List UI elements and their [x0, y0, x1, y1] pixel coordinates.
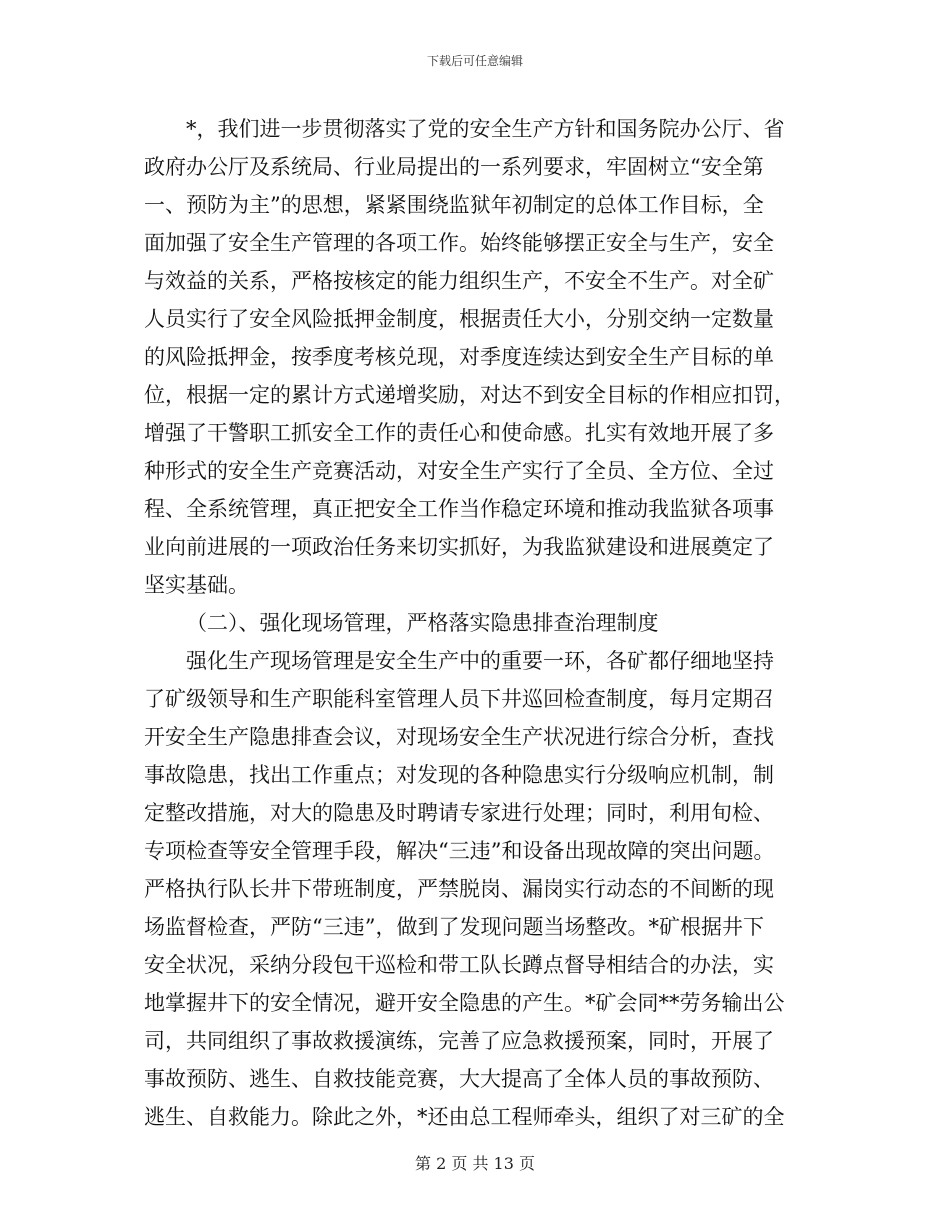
body-line: 业向前进展的一项政治任务来切实抓好，为我监狱建设和进展奠定了: [144, 535, 774, 559]
body-line: 场监督检查，严防“三违”，做到了发现问题当场整改。*矿根据井下: [144, 915, 764, 939]
body-line: 开安全生产隐患排查会议，对现场安全生产状况进行综合分析，查找: [144, 725, 774, 749]
body-line: 与效益的关系，严格按核定的能力组织生产，不安全不生产。对全矿: [144, 269, 774, 293]
body-line: 政府办公厅及系统局、行业局提出的一系列要求，牢固树立“安全第: [144, 155, 764, 179]
body-line: 一、预防为主”的思想，紧紧围绕监狱年初制定的总体工作目标，全: [144, 193, 764, 217]
body-line: 严格执行队长井下带班制度，严禁脱岗、漏岗实行动态的不间断的现: [144, 877, 774, 901]
body-line: *，我们进一步贯彻落实了党的安全生产方针和国务院办公厅、省: [144, 117, 785, 141]
body-line: 人员实行了安全风险抵押金制度，根据责任大小，分别交纳一定数量: [144, 307, 774, 331]
body-line: 增强了干警职工抓安全工作的责任心和使命感。扎实有效地开展了多: [144, 421, 774, 445]
body-line: 事故隐患，找出工作重点；对发现的各种隐患实行分级响应机制，制: [144, 763, 774, 787]
body-line: 司，共同组织了事故救援演练，完善了应急救援预案，同时，开展了: [144, 1029, 774, 1053]
body-line: 事故预防、逃生、自救技能竞赛，大大提高了全体人员的事故预防、: [144, 1067, 774, 1091]
body-line: 了矿级领导和生产职能科室管理人员下井巡回检查制度，每月定期召: [144, 687, 774, 711]
body-line: 安全状况，采纳分段包干巡检和带工队长蹲点督导相结合的办法，实: [144, 953, 774, 977]
body-line: 程、全系统管理，真正把安全工作当作稳定环境和推动我监狱各项事: [144, 497, 774, 521]
body-line: 坚实基础。: [144, 573, 249, 597]
body-line: 种形式的安全生产竞赛活动，对安全生产实行了全员、全方位、全过: [144, 459, 774, 483]
body-line: 定整改措施，对大的隐患及时聘请专家进行处理；同时，利用旬检、: [144, 801, 774, 825]
body-line: 专项检查等安全管理手段，解决“三违”和设备出现故障的突出问题。: [144, 839, 775, 863]
section-heading: （二）、强化现场管理，严格落实隐患排查治理制度: [186, 611, 659, 635]
body-line: 强化生产现场管理是安全生产中的重要一环，各矿都仔细地坚持: [144, 649, 774, 673]
body-line: 地掌握井下的安全情况，避开安全隐患的产生。*矿会同**劳务输出公: [144, 991, 785, 1015]
document-body: [144, 110, 804, 1136]
body-line: 的风险抵押金，按季度考核兑现，对季度连续达到安全生产目标的单: [144, 345, 774, 369]
page-number-footer: 第 2 页 共 13 页: [415, 1154, 535, 1173]
body-line: 面加强了安全生产管理的各项工作。始终能够摆正安全与生产，安全: [144, 231, 774, 255]
body-line: 逃生、自救能力。除此之外，*还由总工程师牵头，组织了对三矿的全: [144, 1105, 785, 1129]
body-line: 位，根据一定的累计方式递增奖励，对达不到安全目标的作相应扣罚，: [144, 383, 795, 407]
page-header: 下载后可任意编辑: [426, 54, 523, 68]
